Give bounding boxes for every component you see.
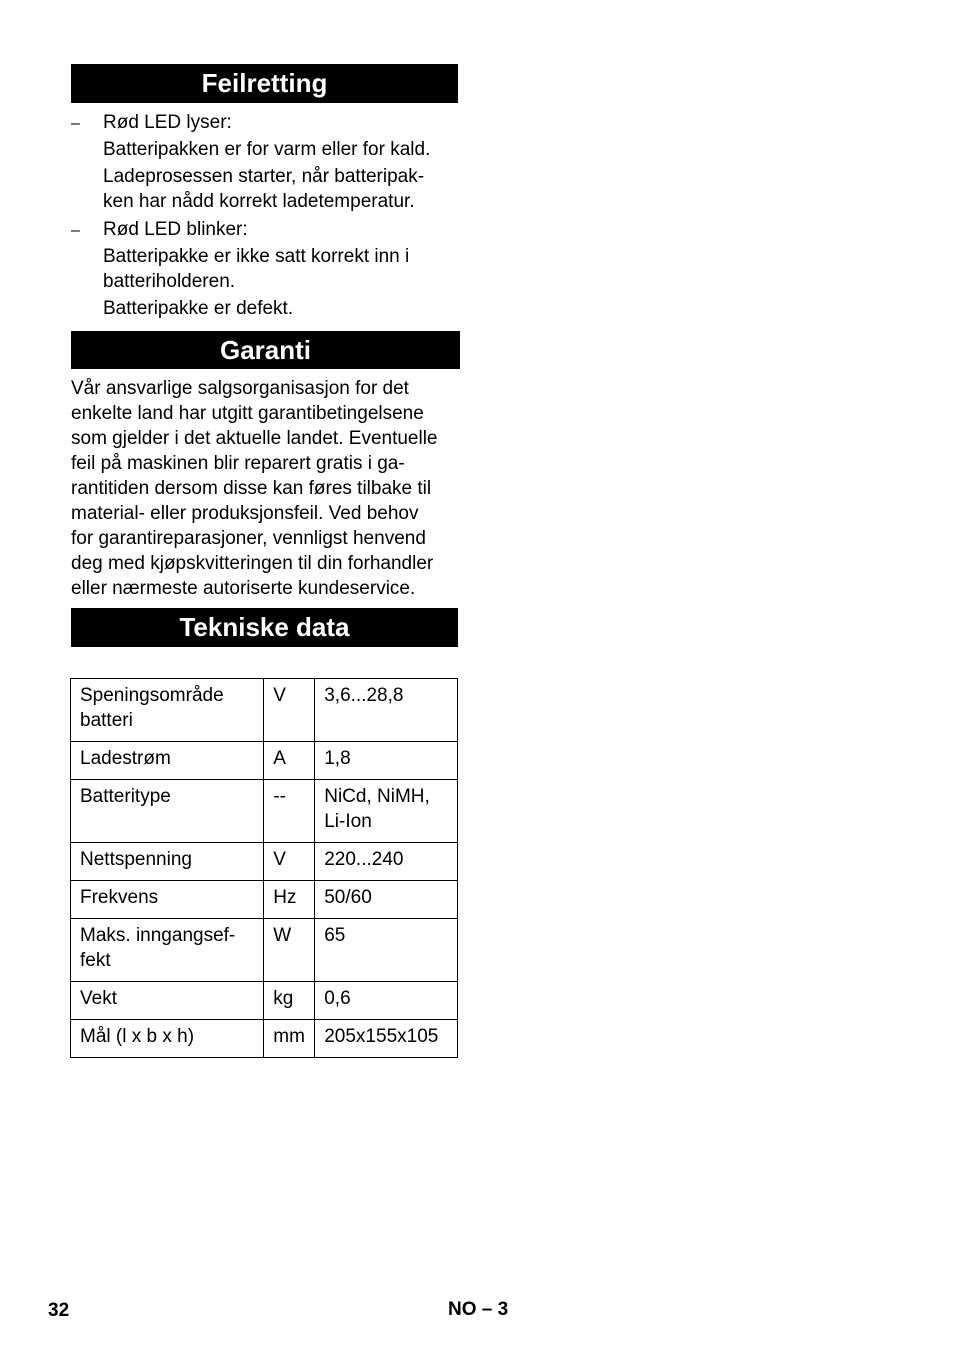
cell-text: 0,6	[324, 988, 351, 1009]
list-item-heading: Rød LED blinker:	[103, 219, 248, 240]
list-item-text: Ladeprosessen starter, når batteripak-	[103, 166, 425, 187]
section-heading-technical-data	[71, 608, 458, 647]
spec-value-cell	[315, 843, 458, 881]
table-row	[71, 982, 458, 1020]
spec-unit-cell	[264, 982, 315, 1020]
cell-text: 205x155x105	[324, 1026, 439, 1047]
cell-text: mm	[273, 1026, 305, 1047]
technical-data-title: Tekniske data	[179, 612, 350, 642]
technical-data-table	[70, 678, 458, 1058]
spec-unit-cell	[264, 881, 315, 919]
list-item-text: ken har nådd korrekt ladetemperatur.	[103, 191, 415, 212]
spec-unit-cell	[264, 1020, 315, 1058]
table-row	[71, 780, 458, 843]
paragraph-line: Vår ansvarlige salgsorganisasjon for det	[71, 378, 409, 399]
section-page-label: NO – 3	[448, 1299, 509, 1320]
cell-text: Batteritype	[80, 786, 171, 807]
cell-text: Ladestrøm	[80, 748, 171, 769]
cell-text: Maks. inngangsef-	[80, 925, 236, 946]
spec-unit-cell	[264, 843, 315, 881]
cell-text: batteri	[80, 710, 133, 731]
cell-text: W	[273, 925, 292, 946]
table-row	[71, 843, 458, 881]
cell-text: Frekvens	[80, 887, 159, 908]
spec-unit-cell	[264, 679, 315, 742]
table-row	[71, 919, 458, 982]
cell-text: 50/60	[324, 887, 372, 908]
paragraph-line: enkelte land har utgitt garantibetingelsene	[71, 403, 424, 424]
paragraph-line: feil på maskinen blir reparert gratis i ga-	[71, 453, 405, 474]
paragraph-line: som gjelder i det aktuelle landet. Eventuelle	[71, 428, 438, 449]
table-row	[71, 679, 458, 742]
section-heading-troubleshooting	[71, 64, 458, 103]
paragraph-line: rantitiden dersom disse kan føres tilbake til	[71, 478, 432, 499]
paragraph-line: for garantireparasjoner, vennligst henvend	[71, 528, 426, 549]
section-heading-warranty	[71, 331, 460, 369]
spec-name-cell	[71, 679, 264, 742]
cell-text: fekt	[80, 950, 111, 971]
spec-name-cell	[71, 843, 264, 881]
cell-text: kg	[273, 988, 294, 1009]
list-item-text: Batteripakken er for varm eller for kald.	[103, 139, 431, 160]
spec-name-cell	[71, 982, 264, 1020]
warranty-paragraph	[71, 376, 463, 601]
paragraph-line: eller nærmeste autoriserte kundeservice.	[71, 578, 416, 599]
list-item-heading: Rød LED lyser:	[103, 112, 232, 133]
cell-text: Vekt	[80, 988, 117, 1009]
cell-text: Mål (l x b x h)	[80, 1026, 195, 1047]
cell-text: Nettspenning	[80, 849, 192, 870]
page-number: 32	[48, 1300, 70, 1321]
spec-value-cell	[315, 1020, 458, 1058]
cell-text: Speningsområde	[80, 685, 224, 706]
spec-name-cell	[71, 1020, 264, 1058]
spec-unit-cell	[264, 742, 315, 780]
spec-name-cell	[71, 742, 264, 780]
warranty-title: Garanti	[219, 334, 312, 365]
paragraph-line: deg med kjøpskvitteringen til din forhandler	[71, 553, 434, 574]
cell-text: 3,6...28,8	[324, 685, 404, 706]
cell-text: 220...240	[324, 849, 404, 870]
table-row	[71, 742, 458, 780]
cell-text: NiCd, NiMH,	[324, 786, 430, 807]
technical-data-table-body	[71, 679, 458, 1058]
cell-text: Li-Ion	[324, 811, 372, 832]
list-item-text: batteriholderen.	[103, 271, 236, 292]
spec-value-cell	[315, 982, 458, 1020]
cell-text: V	[273, 685, 286, 706]
spec-unit-cell	[264, 919, 315, 982]
cell-text: Hz	[273, 887, 297, 908]
cell-text: 65	[324, 925, 346, 946]
list-bullet: –	[71, 222, 80, 239]
table-row	[71, 881, 458, 919]
spec-unit-cell	[264, 780, 315, 843]
list-bullet: –	[71, 115, 80, 132]
list-item-text: Batteripakke er ikke satt korrekt inn i	[103, 246, 410, 267]
list-item-text: Batteripakke er defekt.	[103, 298, 294, 319]
spec-name-cell	[71, 881, 264, 919]
cell-text: --	[273, 786, 286, 807]
spec-value-cell	[315, 919, 458, 982]
spec-value-cell	[315, 881, 458, 919]
cell-text: A	[273, 748, 286, 769]
spec-value-cell	[315, 742, 458, 780]
spec-value-cell	[315, 780, 458, 843]
spec-name-cell	[71, 780, 264, 843]
spec-value-cell	[315, 679, 458, 742]
paragraph-line: material- eller produksjonsfeil. Ved behov	[71, 503, 419, 524]
table-row	[71, 1020, 458, 1058]
cell-text: 1,8	[324, 748, 351, 769]
cell-text: V	[273, 849, 286, 870]
spec-name-cell	[71, 919, 264, 982]
troubleshooting-title: Feilretting	[201, 68, 328, 98]
